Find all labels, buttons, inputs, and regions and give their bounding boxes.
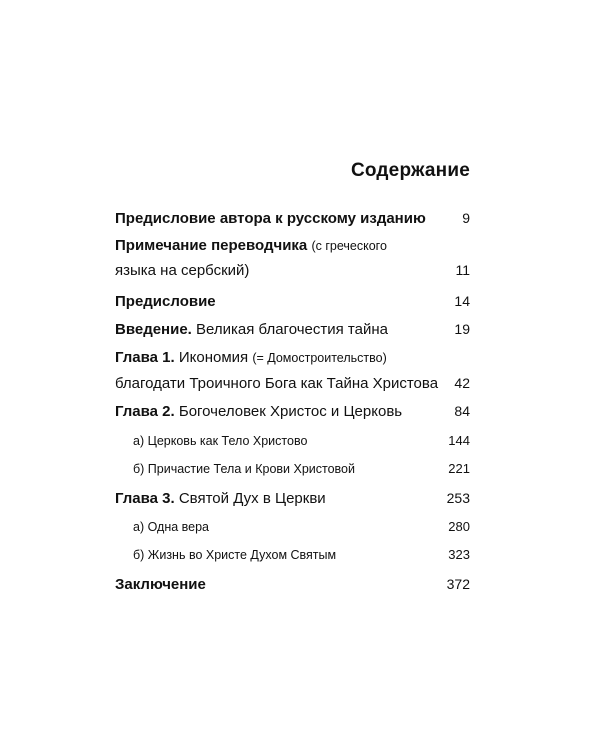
toc-entry-title: Глава 2.: [115, 403, 175, 420]
toc-entry-text: Святой Дух в Церкви: [178, 490, 326, 507]
toc-entry-translator-note: [115, 237, 470, 254]
toc-page-number: 19: [454, 321, 470, 337]
toc-subentry-text: а) Церковь как Тело Христово: [133, 434, 308, 448]
toc-page-number: 221: [448, 461, 470, 476]
toc-entry-author-preface: [115, 210, 470, 227]
toc-subentry: [115, 519, 470, 534]
toc-page-number: 14: [454, 293, 470, 309]
toc-entry-title: Заключение: [115, 576, 206, 593]
toc-entry-intro: [115, 321, 470, 338]
toc-entry-note: (с греческого: [311, 239, 387, 253]
toc-entry-note: (= Домостроительство): [252, 351, 387, 365]
toc-entry-text: Богочеловек Христос и Церковь: [178, 403, 403, 420]
toc-entry-note: языка на сербский): [115, 262, 250, 279]
toc-page-number: 42: [454, 375, 470, 391]
toc-page-number: 372: [446, 576, 470, 592]
toc-page-number: 280: [448, 519, 470, 534]
toc-page-number: 11: [455, 262, 470, 278]
toc-entry-chapter2: [115, 403, 470, 420]
toc-subentry-text: б) Жизнь во Христе Духом Святым: [133, 548, 337, 562]
toc-entry-title: Примечание переводчика: [115, 237, 308, 254]
toc-subentry: [115, 461, 470, 476]
toc-entry-translator-note-cont: [115, 262, 470, 279]
toc-page-number: 84: [454, 403, 470, 419]
toc-entry-chapter1-cont: [115, 375, 470, 392]
page-title: Содержание: [350, 160, 470, 181]
toc-entry-title: Глава 1.: [115, 349, 175, 366]
toc-subentry-text: а) Одна вера: [133, 520, 210, 534]
toc-entry-title: Введение.: [115, 321, 192, 338]
toc-entry-title: Предисловие автора к русскому изданию: [115, 210, 426, 227]
toc-entry-text: Великая благочестия тайна: [196, 321, 388, 338]
toc-entry-title: Предисловие: [115, 293, 216, 310]
toc-subentry-text: б) Причастие Тела и Крови Христовой: [133, 462, 355, 476]
toc-entry-chapter1: [115, 349, 470, 366]
toc-entry-chapter3: [115, 490, 470, 507]
toc-page-number: 9: [462, 210, 470, 226]
toc-entry-title: Глава 3.: [115, 490, 175, 507]
toc-page-number: 253: [446, 490, 470, 506]
toc-entry-text: благодати Троичного Бога как Тайна Христова: [115, 375, 439, 392]
toc-page-number: 323: [448, 547, 470, 562]
toc-entry-preface: [115, 293, 470, 310]
toc-page-number: 144: [448, 433, 470, 448]
toc-subentry: [115, 547, 470, 562]
toc-subentry: [115, 433, 470, 448]
toc-entry-conclusion: [115, 576, 470, 593]
toc-entry-text: Икономия: [178, 349, 249, 366]
